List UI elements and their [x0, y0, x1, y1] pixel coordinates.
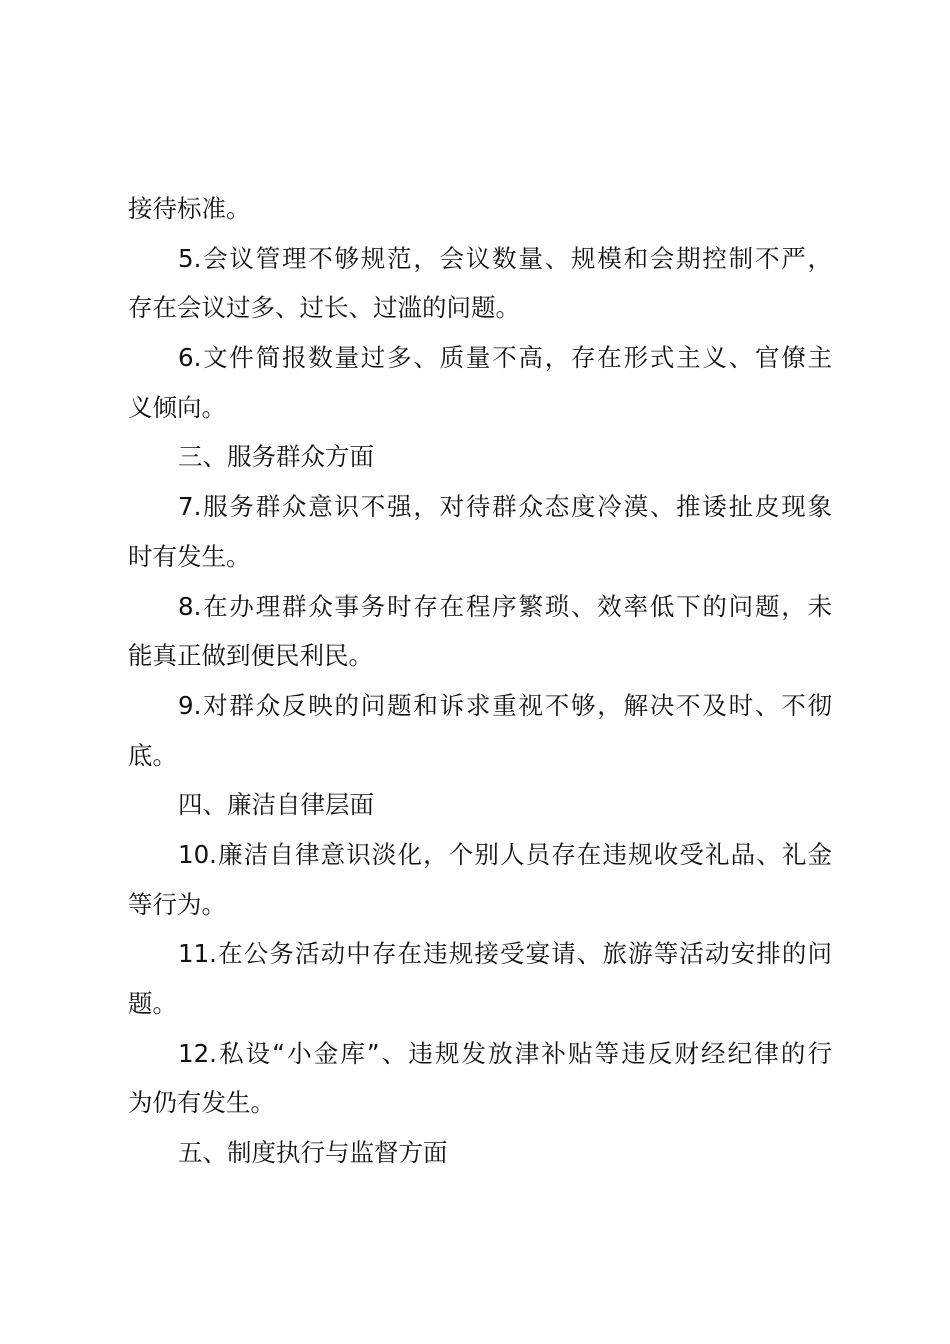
list-item-9-line-1: 9.对群众反映的问题和诉求重视不够，解决不及时、不彻 [178, 690, 832, 720]
list-item-10-line-1: 10.廉洁自律意识淡化，个别人员存在违规收受礼品、礼金 [178, 839, 832, 869]
list-item-6-line-2: 义倾向。 [128, 392, 226, 422]
list-item-8-line-2: 能真正做到便民利民。 [128, 641, 373, 671]
list-item-11-line-1: 11.在公务活动中存在违规接受宴请、旅游等活动安排的问 [178, 939, 832, 969]
list-item-10-line-2: 等行为。 [128, 889, 226, 919]
section-heading-3: 三、服务群众方面 [178, 442, 374, 472]
list-item-12-line-2: 为仍有发生。 [128, 1088, 275, 1118]
list-item-7-line-1: 7.服务群众意识不强，对待群众态度冷漠、推诿扯皮现象 [178, 492, 832, 522]
list-item-8-line-1: 8.在办理群众事务时存在程序繁琐、效率低下的问题，未 [178, 591, 832, 621]
list-item-6-line-1: 6.文件简报数量过多、质量不高，存在形式主义、官僚主 [178, 343, 832, 373]
list-item-7-line-2: 时有发生。 [128, 541, 251, 571]
paragraph-line: 接待标准。 [128, 194, 251, 223]
list-item-11-line-2: 题。 [128, 989, 177, 1018]
section-heading-5: 五、制度执行与监督方面 [178, 1138, 448, 1168]
list-item-5-line-2: 存在会议过多、过长、过滥的问题。 [128, 293, 520, 323]
list-item-5-line-1: 5.会议管理不够规范，会议数量、规模和会期控制不严， [178, 243, 832, 273]
list-item-12-line-1: 12.私设“小金库”、违规发放津补贴等违反财经纪律的行 [178, 1038, 832, 1068]
section-heading-4: 四、廉洁自律层面 [178, 790, 374, 820]
list-item-9-line-2: 底。 [128, 740, 177, 770]
document-body [128, 184, 832, 1178]
